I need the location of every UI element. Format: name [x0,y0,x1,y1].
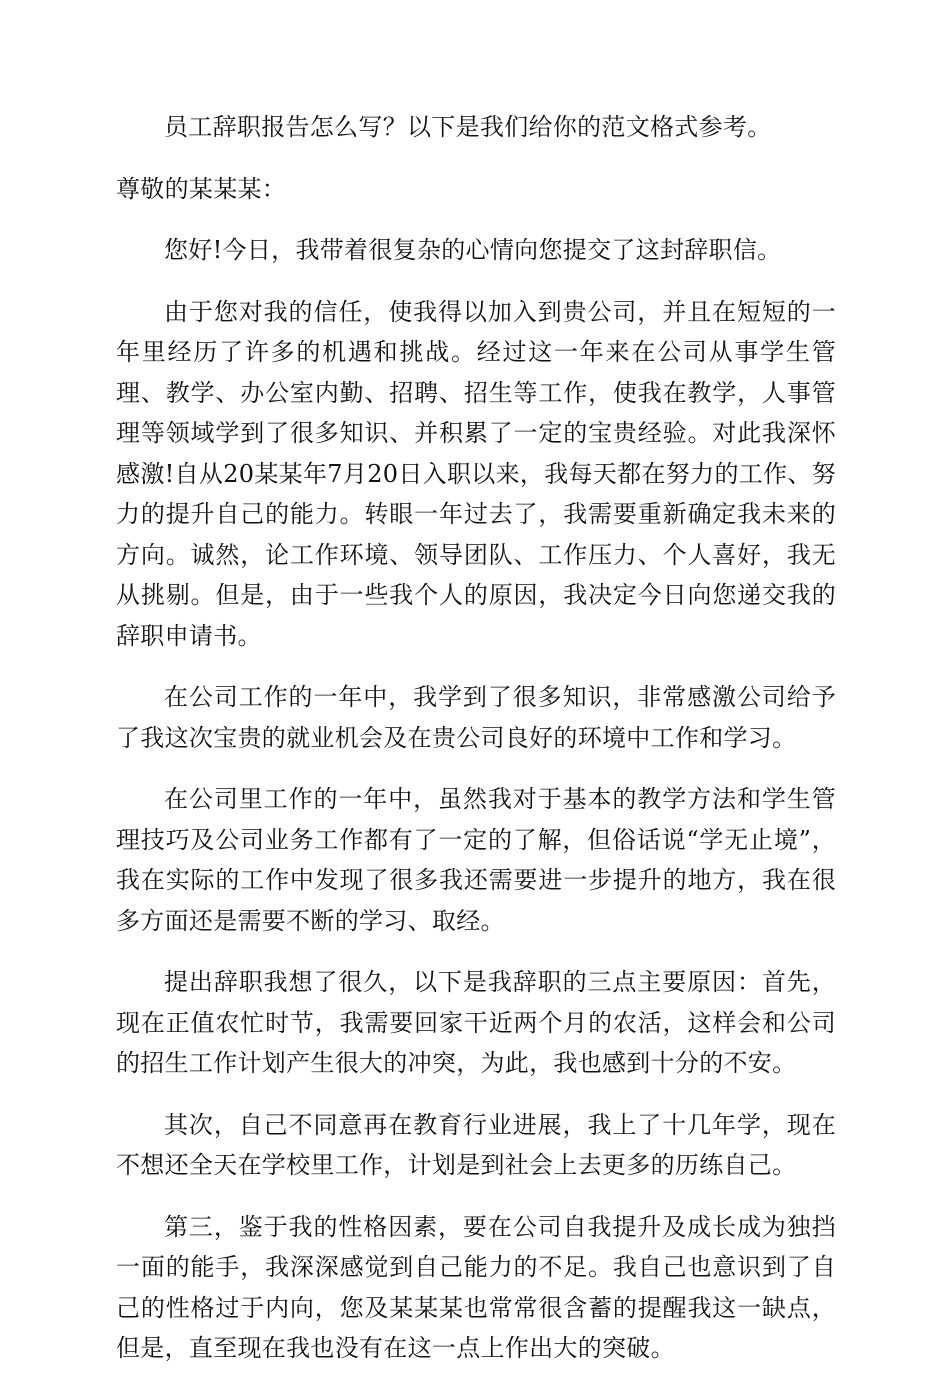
reason-paragraph-1: 提出辞职我想了很久，以下是我辞职的三点主要原因：首先，现在正值农忙时节，我需要回家干近两个月的农活，这样会和公司的招生工作计划产生很大的冲突，为此，我也感到十分的不安。 [116,968,836,1077]
body-paragraph-3: 在公司里工作的一年中，虽然我对于基本的教学方法和学生管理技巧及公司业务工作都有了一定的了解，但俗话说“学无止境”，我在实际的工作中发现了很多我还需要进一步提升的地方，我在很多方面还是需要不断的学习、取经。 [116,785,836,935]
reason-paragraph-2: 其次，自己不同意再在教育行业进展，我上了十几年学，现在不想还全天在学校里工作，计划是到社会上去更多的历练自己。 [116,1110,836,1179]
greeting-paragraph: 您好!今日，我带着很复杂的心情向您提交了这封辞职信。 [164,236,782,264]
body-paragraph-2: 在公司工作的一年中，我学到了很多知识，非常感激公司给予了我这次宝贵的就业机会及在贵公司良好的环境中工作和学习。 [116,683,836,752]
document-body [116,107,836,1390]
intro-paragraph: 员工辞职报告怎么写？以下是我们给你的范文格式参考。 [164,113,772,141]
salutation: 尊敬的某某某： [116,174,287,203]
body-paragraph-1: 由于您对我的信任，使我得以加入到贵公司，并且在短短的一年里经历了许多的机遇和挑战。经过这一年来在公司从事学生管理、教学、办公室内勤、招聘、招生等工作，使我在教学，人事管理等领域学到了很多知识、并积累了一定的宝贵经验。对此我深怀感激!自从20某某年7月20日入职以来，我每天都在努力的工作、努力的提升自己的能力。转眼一年过去了，我需要重新确定我未来的方向。诚然，论工作环境、领导团队、工作压力、个人喜好，我无从挑剔。但是，由于一些我个人的原因，我决定今日向您递交我的辞职申请书。 [116,297,836,650]
reason-paragraph-3: 第三，鉴于我的性格因素，要在公司自我提升及成长成为独挡一面的能手，我深深感觉到自己能力的不足。我自己也意识到了自己的性格过于内向，您及某某某也常常很含蓄的提醒我这一缺点，但是，直至现在我也没有在这一点上作出大的突破。 [116,1212,836,1362]
